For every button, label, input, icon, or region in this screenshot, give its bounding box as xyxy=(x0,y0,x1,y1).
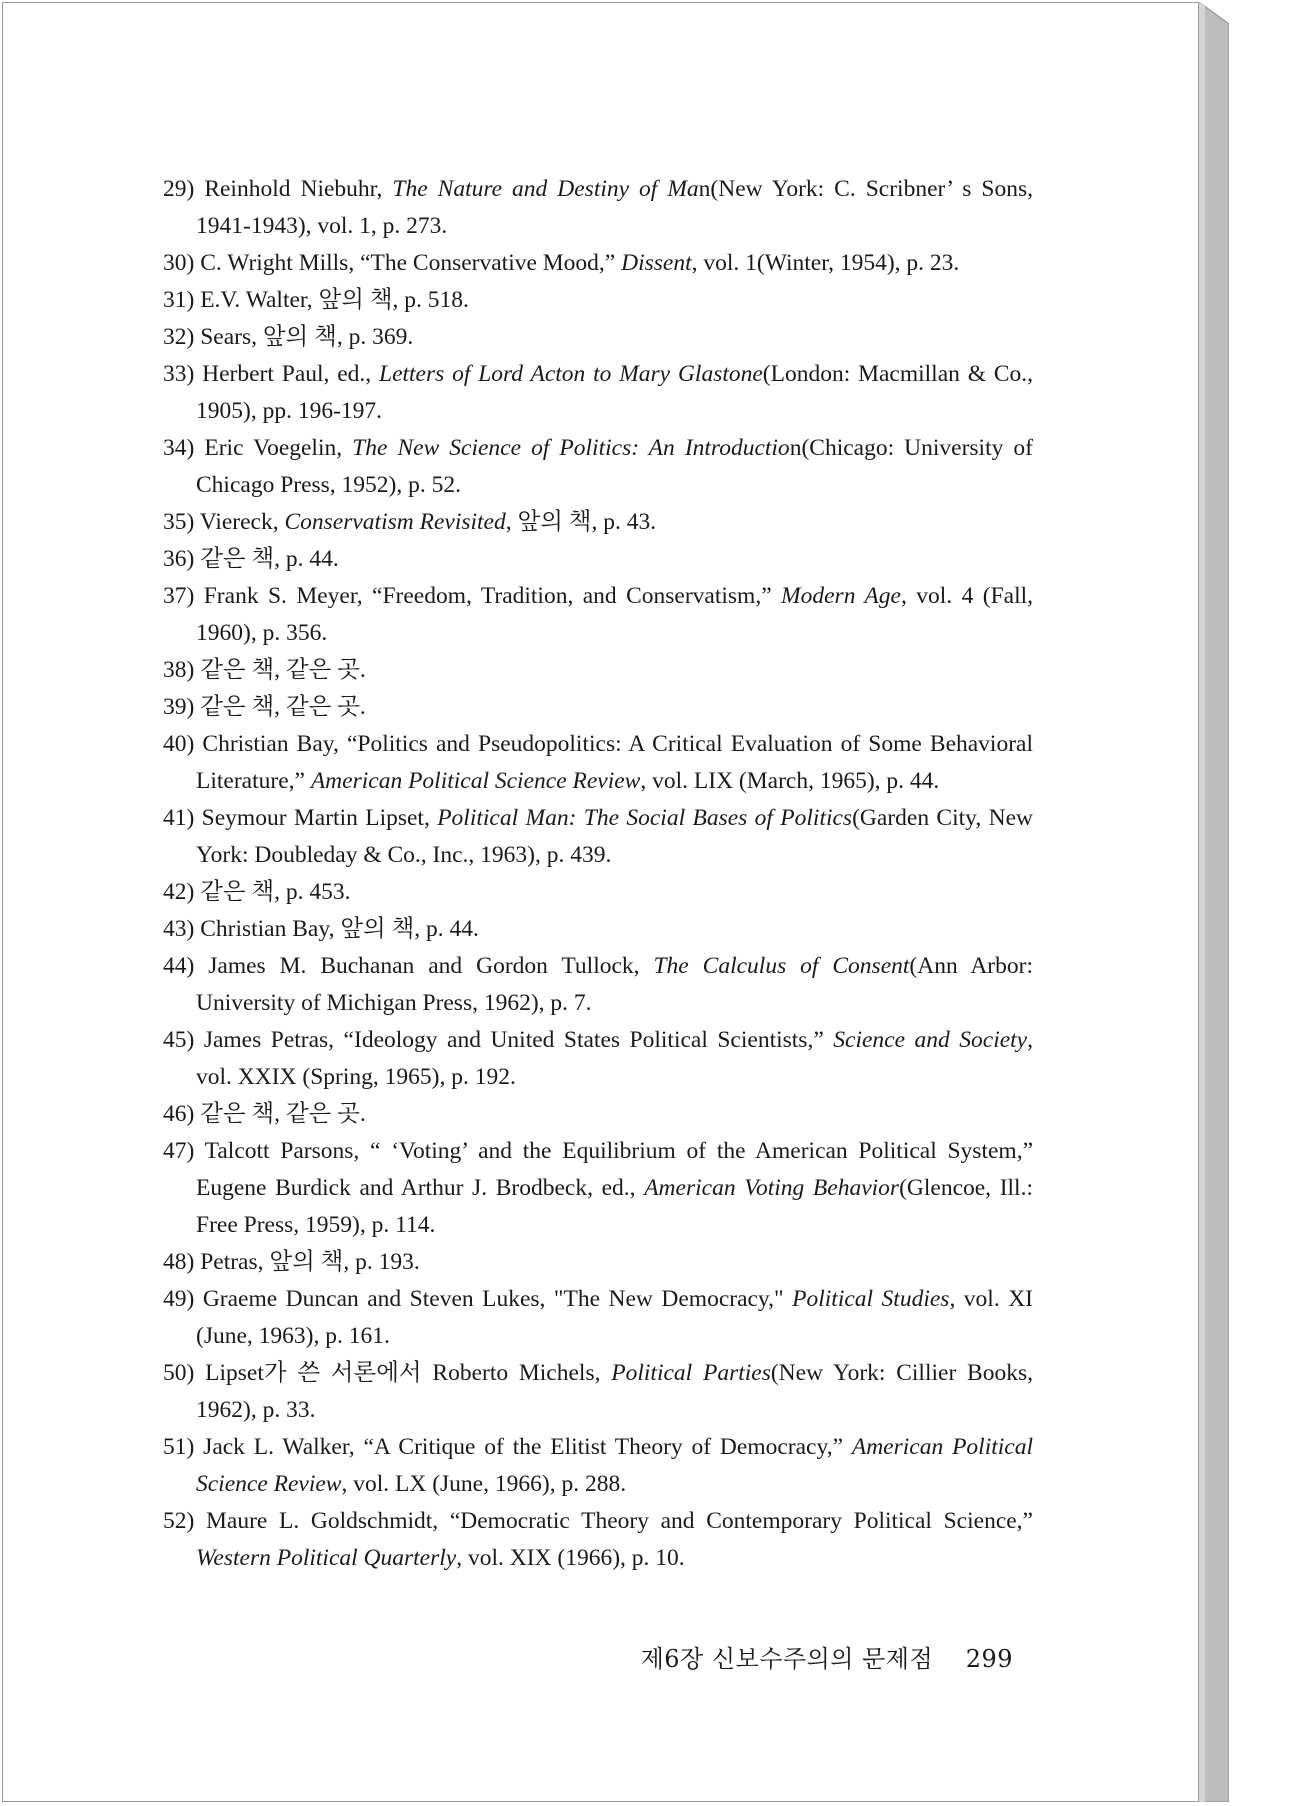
endnote-text: 42) 같은 책, p. 453. xyxy=(163,879,351,905)
endnote-text: , vol. LIX (March, 1965), p. 44. xyxy=(640,768,940,794)
endnote-text: 52) Maure L. Goldschmidt, “Democratic Theory and Contemporary Political Science,” xyxy=(163,1508,1033,1534)
endnote-italic-title: Conservatism Revisited xyxy=(284,509,506,535)
endnote-text: 30) C. Wright Mills, “The Conservative Mood,” xyxy=(163,250,622,276)
endnote-italic-title: American Voting Behavior xyxy=(644,1175,900,1201)
endnote-item xyxy=(163,726,1033,800)
endnote-text: (New York: Cillier Books, 1962), p. 33. xyxy=(196,1360,1033,1423)
page-edge-shadow xyxy=(1199,2,1229,1802)
chapter-title: 제6장 신보수주의의 문제점 xyxy=(640,1645,934,1673)
endnote-italic-title: The Nature and Destiny of Ma xyxy=(392,176,699,202)
endnote-text: (Glencoe, Ill.: Free Press, 1959), p. 114. xyxy=(196,1175,1033,1238)
endnote-text: , vol. XXIX (Spring, 1965), p. 192. xyxy=(196,1027,1033,1090)
endnote-italic-title: The Calculus of Consent xyxy=(653,953,910,979)
page-number: 299 xyxy=(965,1645,1013,1673)
endnote-italic-title: The New Science of Politics: An Introductio xyxy=(352,435,790,461)
endnote-item xyxy=(163,1429,1033,1503)
endnote-text: (London: Macmillan & Co., 1905), pp. 196-197. xyxy=(196,361,1033,424)
endnote-text: , vol. 1(Winter, 1954), p. 23. xyxy=(691,250,960,276)
endnote-text: 43) Christian Bay, 앞의 책, p. 44. xyxy=(163,916,479,942)
endnote-item xyxy=(163,245,1033,282)
endnote-item xyxy=(163,800,1033,874)
endnote-text: , vol. 4 (Fall, 1960), p. 356. xyxy=(196,583,1034,646)
endnote-text: 29) Reinhold Niebuhr, xyxy=(163,176,393,202)
endnote-text: 39) 같은 책, 같은 곳. xyxy=(163,694,366,720)
endnote-text: 36) 같은 책, p. 44. xyxy=(163,546,339,572)
endnote-text: , 앞의 책, p. 43. xyxy=(505,509,657,535)
endnote-item xyxy=(163,1133,1033,1244)
endnote-text: 40) Christian Bay, “Politics and Pseudopolitics: A Critical Evaluation of Some Behavioral Literature,” xyxy=(163,731,1033,794)
endnote-text: 51) Jack L. Walker, “A Critique of the Elitist Theory of Democracy,” xyxy=(163,1434,852,1460)
endnote-item xyxy=(163,948,1033,1022)
endnote-item xyxy=(163,319,1033,356)
endnote-text: 35) Viereck, xyxy=(163,509,285,535)
endnote-text: , vol. XIX (1966), p. 10. xyxy=(456,1545,685,1571)
endnote-text: , vol. LX (June, 1966), p. 288. xyxy=(341,1471,627,1497)
endnote-italic-title: Western Political Quarterly xyxy=(196,1545,457,1571)
endnote-text: 48) Petras, 앞의 책, p. 193. xyxy=(163,1249,420,1275)
endnote-item xyxy=(163,504,1033,541)
running-footer xyxy=(633,1639,1013,1674)
endnote-text: 49) Graeme Duncan and Steven Lukes, "The New Democracy," xyxy=(163,1286,793,1312)
endnote-item xyxy=(163,1355,1033,1429)
endnote-item xyxy=(163,874,1033,911)
endnote-italic-title: Political Parties xyxy=(611,1360,771,1386)
endnote-item xyxy=(163,911,1033,948)
endnote-text: 37) Frank S. Meyer, “Freedom, Tradition, and Conservatism,” xyxy=(163,583,782,609)
endnote-text: 31) E.V. Walter, 앞의 책, p. 518. xyxy=(163,287,469,313)
endnote-text: 32) Sears, 앞의 책, p. 369. xyxy=(163,324,414,350)
endnote-item xyxy=(163,1503,1033,1577)
endnote-item xyxy=(163,282,1033,319)
endnote-italic-title: Science and Society xyxy=(833,1027,1028,1053)
endnote-italic-title: Modern Age xyxy=(781,583,901,609)
endnote-italic-title: American Political Science Review xyxy=(196,1434,1033,1497)
endnote-text: 34) Eric Voegelin, xyxy=(163,435,353,461)
endnote-text: n(New York: C. Scribner’ s Sons, 1941-1943), vol. 1, p. 273. xyxy=(196,176,1034,239)
endnote-text: (Garden City, New York: Doubleday & Co., Inc., 1963), p. 439. xyxy=(196,805,1033,868)
endnote-item xyxy=(163,652,1033,689)
endnote-text: (Ann Arbor: University of Michigan Press, 1962), p. 7. xyxy=(196,953,1033,1016)
endnote-text: 47) Talcott Parsons, “ ‘Voting’ and the Equilibrium of the American Political System,” Eugene Burdick and Arthur J. Brodbeck, ed., xyxy=(163,1138,1033,1201)
endnote-item xyxy=(163,1281,1033,1355)
endnote-item xyxy=(163,578,1033,652)
endnote-text: 41) Seymour Martin Lipset, xyxy=(163,805,438,831)
endnote-text: 46) 같은 책, 같은 곳. xyxy=(163,1101,366,1127)
endnote-item xyxy=(163,356,1033,430)
endnote-item xyxy=(163,430,1033,504)
endnote-italic-title: Letters of Lord Acton to Mary Glastone xyxy=(379,361,763,387)
endnote-italic-title: Dissent xyxy=(621,250,692,276)
endnote-item xyxy=(163,689,1033,726)
endnote-text: 38) 같은 책, 같은 곳. xyxy=(163,657,366,683)
endnote-item xyxy=(163,171,1033,245)
endnote-text: 44) James M. Buchanan and Gordon Tullock, xyxy=(163,953,654,979)
endnote-text: 33) Herbert Paul, ed., xyxy=(163,361,379,387)
endnote-italic-title: Political Man: The Social Bases of Politics xyxy=(437,805,853,831)
endnote-italic-title: American Political Science Review xyxy=(310,768,641,794)
endnote-text: n(Chicago: University of Chicago Press, 1952), p. 52. xyxy=(196,435,1033,498)
endnote-text: 50) Lipset가 쓴 서론에서 Roberto Michels, xyxy=(163,1360,612,1386)
endnote-item xyxy=(163,1022,1033,1096)
endnotes-list xyxy=(163,171,1033,1577)
endnote-italic-title: Political Studies xyxy=(792,1286,950,1312)
endnote-item xyxy=(163,1096,1033,1133)
page-sheet xyxy=(2,2,1199,1802)
endnote-text: , vol. XI (June, 1963), p. 161. xyxy=(196,1286,1033,1349)
endnote-item xyxy=(163,541,1033,578)
endnote-text: 45) James Petras, “Ideology and United States Political Scientists,” xyxy=(163,1027,834,1053)
endnote-item xyxy=(163,1244,1033,1281)
